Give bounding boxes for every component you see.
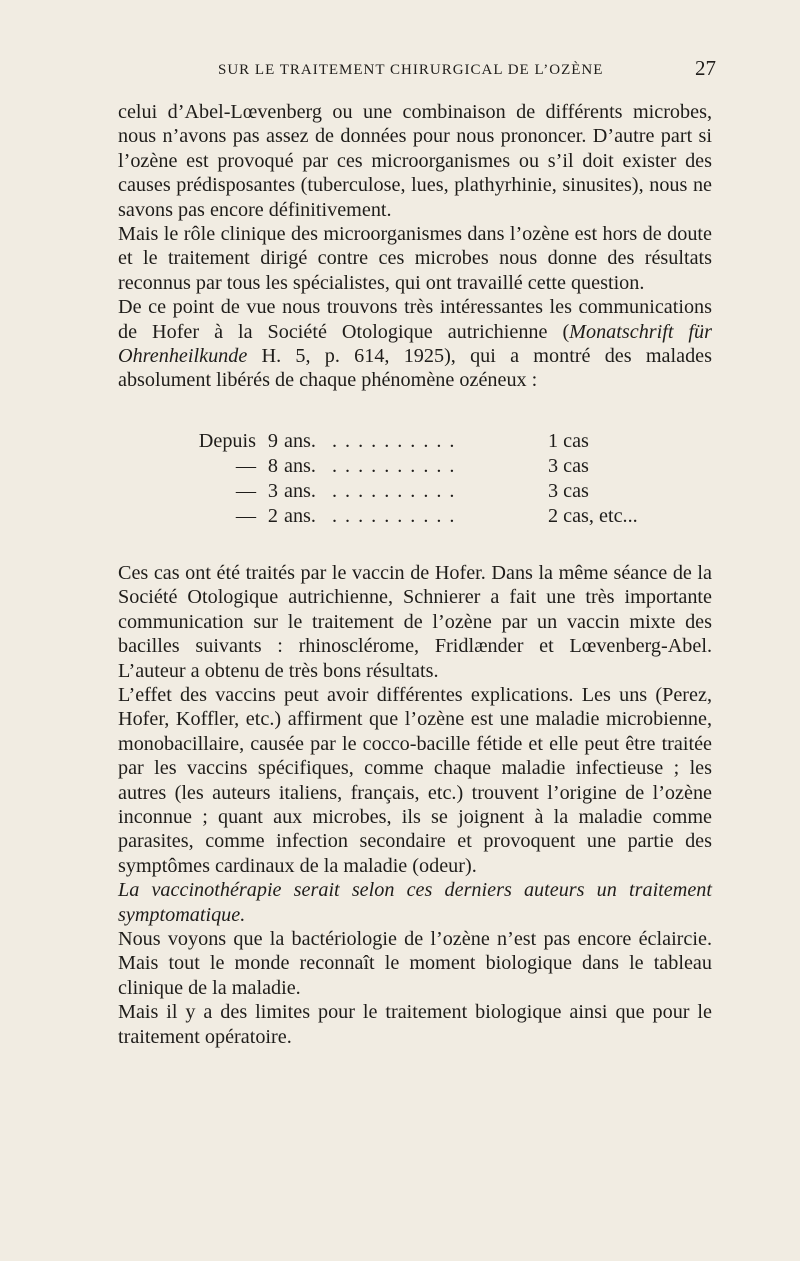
paragraph-6 — [118, 878, 712, 927]
row-years: 2 — [267, 504, 278, 527]
body-text — [118, 100, 712, 1049]
row-cases: 1 cas — [548, 429, 589, 452]
paragraph-7: Nous voyons que la bactériologie de l’ozène n’est pas encore éclaircie. Mais tout le monde reconnaît le moment biologique dans le tableau clinique de la maladie. — [118, 927, 712, 999]
paragraph-5: L’effet des vaccins peut avoir différentes explications. Les uns (Perez, Hofer, Koffler, etc.) affirment que l’ozène est une maladie microbienne, monobacillaire, causée par le cocco-bacille fétide et elle peut être traitée par les vaccins spécifiques, comme chaque maladie infectieuse ; les autres (les auteurs italiens, français, etc.) trouvent l’origine de l’ozène inconnue ; quant aux microbes, ils se joignent à la maladie comme parasites, comme infection secondaire et provoquent une partie des symptômes cardinaux de la maladie (odeur). — [118, 683, 712, 877]
row-unit: ans. — [284, 429, 316, 452]
table-row — [184, 454, 712, 479]
cases-table — [184, 429, 712, 529]
journal-title: Monatschrift für Ohrenheilkunde — [118, 320, 712, 368]
paragraph-3-start: De ce point de vue nous trouvons très intéressantes les communications de Hofer à la Société Otologique autrichienne ( — [118, 296, 712, 343]
italic-statement: La vaccinothérapie serait selon ces derniers auteurs un traitement symptomatique. — [118, 879, 712, 926]
row-cases: 2 cas, etc... — [548, 504, 638, 527]
row-prefix: — — [235, 504, 256, 527]
table-row — [184, 429, 712, 454]
running-title: SUR LE TRAITEMENT CHIRURGICAL DE L’OZÈNE — [218, 62, 604, 78]
paragraph-8: Mais il y a des limites pour le traitement biologique ainsi que pour le traitement opératoire. — [118, 1001, 712, 1048]
row-leader: .......... — [332, 454, 463, 477]
paragraph-1: celui d’Abel-Lœvenberg ou une combinaison de différents microbes, nous n’avons pas assez de données pour nous prononcer. D’autre part si l’ozène est provoqué par ces microorganismes ou s’il doit exister des causes prédisposantes (tuberculose, lues, plathyrhinie, sinusites), nous ne savons pas encore définitivement. — [118, 101, 712, 221]
paragraph-4: Ces cas ont été traités par le vaccin de Hofer. Dans la même séance de la Société Otologique autrichienne, Schnierer a fait une très importante communication sur le traitement de l’ozène par un vaccin mixte des bacilles suivants : rhinosclérome, Fridlænder et Lœvenberg-Abel. L’auteur a obtenu de très bons résultats. — [118, 561, 712, 682]
paragraph-2: Mais le rôle clinique des microorganismes dans l’ozène est hors de doute et le traitement dirigé contre ces microbes nous donne des résultats reconnus par tous les spécialistes, qui ont travaillé cette question. — [118, 223, 712, 294]
table-row — [184, 479, 712, 504]
page-number: 27 — [695, 56, 716, 80]
row-prefix: — — [235, 479, 256, 502]
row-unit: ans. — [284, 454, 316, 477]
row-years: 8 — [267, 454, 278, 477]
row-years: 9 — [267, 429, 278, 452]
table-row — [184, 504, 712, 529]
row-cases: 3 cas — [548, 454, 589, 477]
row-leader: .......... — [332, 504, 463, 527]
row-years: 3 — [267, 479, 278, 502]
paragraph-3 — [118, 295, 712, 393]
row-leader: .......... — [332, 429, 463, 452]
paragraph-3-end: H. 5, p. 614, 1925), qui a montré des malades absolument libérés de chaque phénomène ozéneux : — [118, 345, 712, 392]
row-prefix: — — [235, 454, 256, 477]
row-unit: ans. — [284, 504, 316, 527]
page-header — [118, 56, 716, 86]
row-leader: .......... — [332, 479, 463, 502]
row-cases: 3 cas — [548, 479, 589, 502]
row-prefix: Depuis — [198, 429, 256, 452]
row-unit: ans. — [284, 479, 316, 502]
